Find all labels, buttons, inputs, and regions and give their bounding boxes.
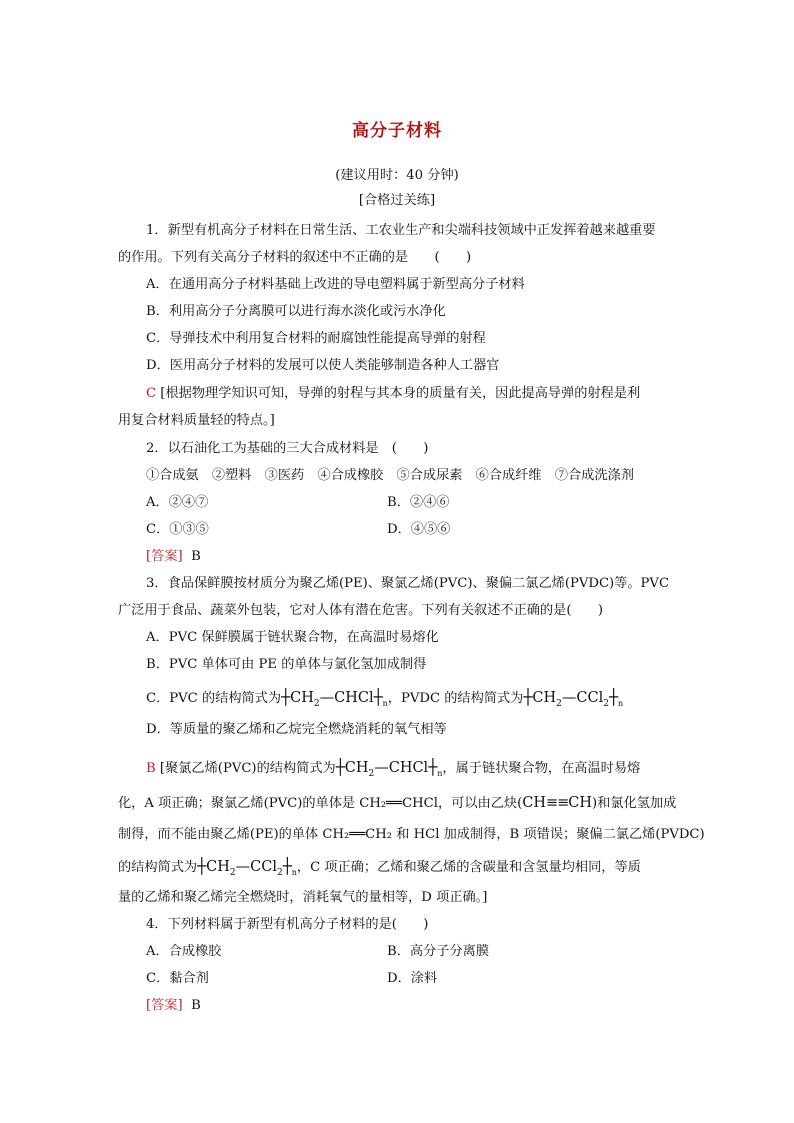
q3-answer-line1: B [聚氯乙烯(PVC)的结构简式为$┼CH_2—CHCl┼_n$，属于链状聚合物，在高温时易熔	[146, 758, 641, 779]
acetylene-formula: CH≡≡CH	[522, 795, 593, 811]
q4-option-b: B．高分子分离膜	[387, 944, 490, 959]
q3-answer-line3: 制得，而不能由聚乙烯(PE)的单体 CH₂══CH₂ 和 HCl 加成制得，B 项错误；聚偏二氯乙烯(PVDC)	[118, 827, 705, 842]
q3-stem-line1: 3．食品保鲜膜按材质分为聚乙烯(PE)、聚氯乙烯(PVC)、聚偏二氯乙烯(PVDC)等。PVC	[146, 576, 670, 591]
q3-stem-line2: 广泛用于食品、蔬菜外包装，它对人体有潜在危害。下列有关叙述不正确的是( )	[118, 603, 604, 618]
q1-option-a: A．在通用高分子材料基础上改进的导电塑料属于新型高分子材料	[146, 277, 525, 292]
q2-option-d: D．④⑤⑥	[387, 522, 451, 537]
q3-option-c	[146, 688, 623, 713]
q3-answer-line4: 的结构简式为$┼CH_2—CCl_2┼_n$，C 项正确；乙烯和聚乙烯的含碳量和含氢量均相同，等质	[118, 857, 641, 878]
q3-answer-line2: 化，A 项正确；聚氯乙烯(PVC)的单体是 CH₂══CHCl，可以由乙炔(CH≡≡CH)和氯化氢加成	[118, 795, 677, 811]
q2-answer	[146, 548, 201, 566]
q3-answer-letter: B	[146, 761, 156, 776]
q2-option-b: B．②④⑥	[387, 495, 450, 510]
time-hint: (建议用时：40 分钟)	[335, 168, 459, 183]
q3-answer-line5: 量的乙烯和聚乙烯完全燃烧时，消耗氧气的量相等，D 项正确。]	[118, 890, 488, 905]
q3-option-b: B．PVC 单体可由 PE 的单体与氯化氢加成制得	[146, 657, 427, 672]
page-title: 高分子材料	[352, 121, 442, 141]
q2-option-a: A．②④⑦	[146, 495, 209, 510]
q4-answer	[146, 997, 201, 1015]
q2-items: ①合成氨 ②塑料 ③医药 ④合成橡胶 ⑤合成尿素 ⑥合成纤维 ⑦合成洗涤剂	[146, 468, 634, 483]
q3-option-c-text2: ，PVDC 的结构简式为	[387, 691, 524, 706]
pvc-formula-answer: $┼CH_2—CHCl┼_n$	[335, 758, 443, 779]
q1-answer-line2: 用复合材料质量轻的特点。]	[118, 413, 275, 428]
q1-option-c: C．导弹技术中利用复合材料的耐腐蚀性能提高导弹的射程	[146, 331, 486, 346]
q1-answer-line1	[146, 385, 640, 403]
q4-option-a: A．合成橡胶	[146, 944, 222, 959]
q4-answer-value: B	[191, 998, 201, 1013]
q1-answer-letter: C	[146, 386, 157, 401]
q3-option-a: A．PVC 保鲜膜属于链状聚合物，在高温时易熔化	[146, 630, 439, 645]
q4-option-d: D．涂料	[387, 971, 438, 986]
q1-option-d: D．医用高分子材料的发展可以使人类能够制造各种人工器官	[146, 358, 500, 373]
q2-answer-value: B	[191, 549, 201, 564]
q3-option-d: D．等质量的聚乙烯和乙烷完全燃烧消耗的氧气相等	[146, 722, 447, 737]
q4-answer-tag: [答案]	[146, 998, 183, 1013]
q1-explanation: [根据物理学知识可知，导弹的射程与其本身的质量有关，因此提高导弹的射程是利	[160, 386, 641, 401]
q1-stem-line2: 的作用。下列有关高分子材料的叙述中不正确的是 ( )	[118, 250, 472, 265]
q2-stem: 2．以石油化工为基础的三大合成材料是 ( )	[146, 441, 429, 456]
q1-stem-line1: 1．新型有机高分子材料在日常生活、工农业生产和尖端科技领域中正发挥着越来越重要	[146, 223, 656, 238]
pvc-formula: $┼CH_2—CHCl┼_n$	[281, 688, 388, 709]
q2-option-c: C．①③⑤	[146, 522, 209, 537]
q3-option-c-text1: C．PVC 的结构简式为	[146, 691, 282, 706]
pvdc-formula: $┼CH_2—CCl_2┼_n$	[523, 688, 624, 709]
q4-stem: 4．下列材料属于新型有机高分子材料的是( )	[146, 917, 429, 932]
pvdc-formula-answer: $┼CH_2—CCl_2┼_n$	[197, 857, 297, 878]
q4-option-c: C．黏合剂	[146, 971, 209, 986]
section-heading: [合格过关练]	[358, 193, 436, 208]
q2-answer-tag: [答案]	[146, 549, 183, 564]
q1-option-b: B．利用高分子分离膜可以进行海水淡化或污水净化	[146, 304, 446, 319]
